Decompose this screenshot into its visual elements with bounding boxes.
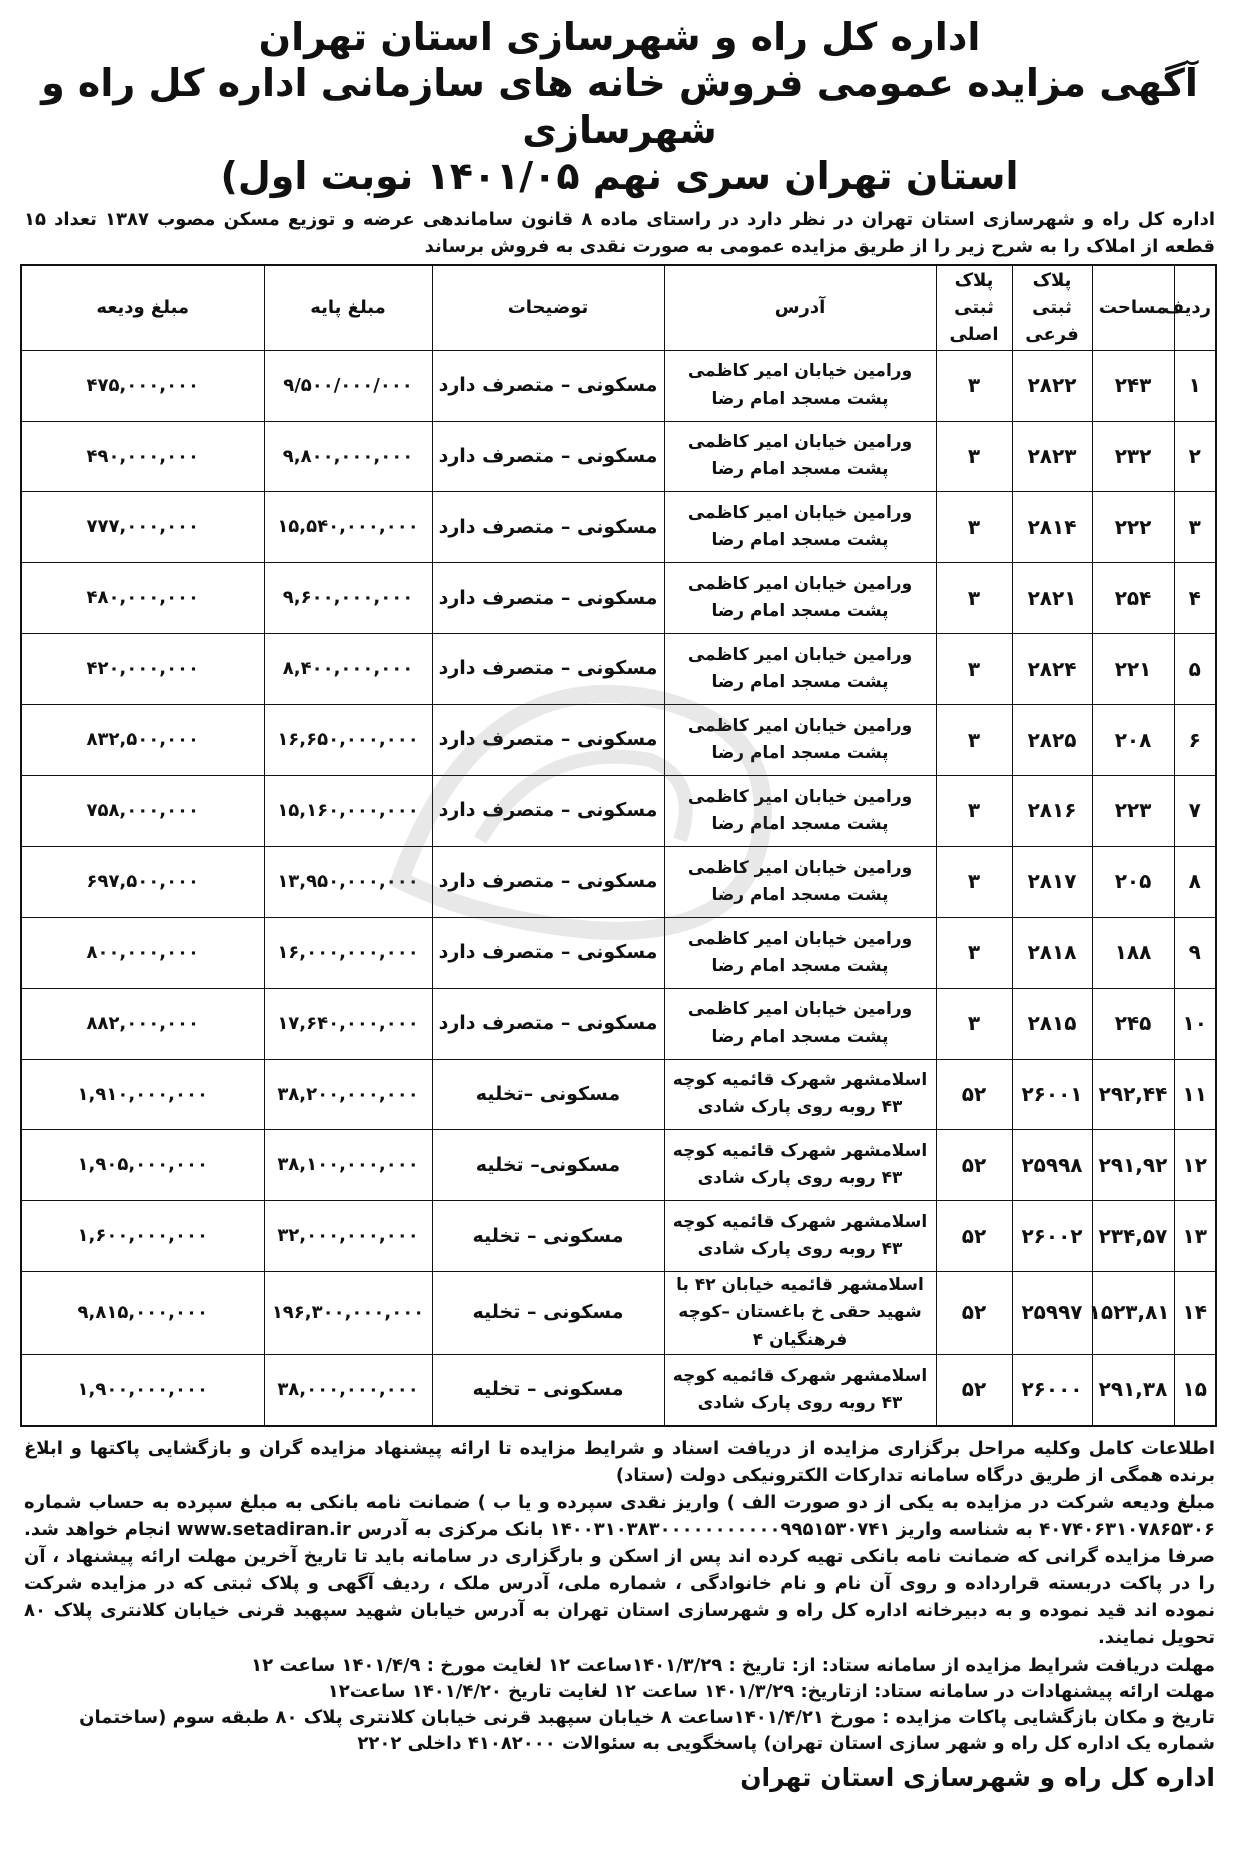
footer-paragraph-2: مبلغ ودیعه شرکت در مزایده به یکی از دو صورت الف ) واریز نقدی سپرده و یا ب ) ضمانت نامه بانکی به مبلغ سپرده به حساب شماره ۴۰۷۴۰۶۳۱۰۷۸۶۵۳۰۶ به شناسه واریز ۱۴۰۰۳۱۰۳۸۳۰۰۰۰۰۰۰۰۰۰۰۹۹۵۱۵۳۰۷۴۱ بانک مرکزی به آدرس www.setadiran.ir انجام خواهد شد. صرفا مزایده گرانی که ضمانت نامه بانکی تهیه کرده اند پس از اسکن و بارگزاری در سامانه باید تا تاریخ آخرین مهلت ارائه پیشنهاد ، آن را در پاکت دربسته قرارداده و روی آن نام و نام خانوادگی ، شماره ملی، آدرس ملک ، ردیف آگهی و پلاک ثبتی که در مزایده شرکت نموده اند قید نموده و به دبیرخانه اداره کل راه و شهرسازی استان تهران به آدرس خیابان شهید سپهبد قرنی خیابان کلانتری پلاک ۸۰ تحویل نمایند. (24, 1491, 1215, 1648)
cell-sub-plate: ۲۸۱۸ (1012, 917, 1092, 988)
cell-row-number: ۷ (1174, 775, 1216, 846)
cell-address: ورامین خیابان امیر کاظمی پشت مسجد امام رضا (664, 846, 936, 917)
cell-description: مسکونی – متصرف دارد (432, 705, 664, 776)
cell-address: ورامین خیابان امیر کاظمی پشت مسجد امام رضا (664, 988, 936, 1059)
cell-deposit: ۱,۹۰۵,۰۰۰,۰۰۰ (21, 1130, 264, 1201)
cell-main-plate: ۵۲ (936, 1130, 1012, 1201)
cell-main-plate: ۳ (936, 917, 1012, 988)
table-row (21, 350, 1216, 421)
cell-area: ۲۲۱ (1092, 634, 1174, 705)
cell-sub-plate: ۲۸۱۴ (1012, 492, 1092, 563)
header-deposit: مبلغ ودیعه (21, 265, 264, 351)
cell-row-number: ۱۴ (1174, 1272, 1216, 1355)
table-row (21, 1354, 1216, 1425)
cell-main-plate: ۳ (936, 705, 1012, 776)
header-title-line1: اداره کل راه و شهرسازی استان تهران (258, 15, 981, 59)
cell-deposit: ۱,۹۱۰,۰۰۰,۰۰۰ (21, 1059, 264, 1130)
cell-row-number: ۳ (1174, 492, 1216, 563)
table-row (21, 917, 1216, 988)
cell-deposit: ۸۰۰,۰۰۰,۰۰۰ (21, 917, 264, 988)
cell-description: مسکونی – تخلیه (432, 1201, 664, 1272)
cell-base-price: ۳۸,۰۰۰,۰۰۰,۰۰۰ (264, 1354, 432, 1425)
table-row (21, 421, 1216, 492)
cell-area: ۲۰۸ (1092, 705, 1174, 776)
cell-base-price: ۱۶,۰۰۰,۰۰۰,۰۰۰ (264, 917, 432, 988)
cell-main-plate: ۵۲ (936, 1272, 1012, 1355)
cell-description: مسکونی – تخلیه (432, 1272, 664, 1355)
table-row (21, 634, 1216, 705)
cell-address: اسلامشهر شهرک قائمیه کوچه ۴۳ روبه روی پارک شادی (664, 1354, 936, 1425)
table-row (21, 563, 1216, 634)
cell-area: ۲۰۵ (1092, 846, 1174, 917)
cell-row-number: ۱۳ (1174, 1201, 1216, 1272)
table-row (21, 1130, 1216, 1201)
footer-paragraph-1: اطلاعات کامل وکلیه مراحل برگزاری مزایده از دریافت اسناد و شرایط مزایده تا ارائه پیشنهاد مزایده گران و بازگشایی پاکتها و ابلاغ برنده همگی از طریق درگاه سامانه تدارکات الکترونیکی دولت (ستاد) (24, 1437, 1215, 1486)
table-header-row (21, 265, 1216, 351)
cell-deposit: ۹,۸۱۵,۰۰۰,۰۰۰ (21, 1272, 264, 1355)
cell-base-price: ۱۳,۹۵۰,۰۰۰,۰۰۰ (264, 846, 432, 917)
cell-sub-plate: ۲۵۹۹۷ (1012, 1272, 1092, 1355)
cell-area: ۲۹۱,۹۲ (1092, 1130, 1174, 1201)
cell-base-price: ۹/۵۰۰/۰۰۰/۰۰۰ (264, 350, 432, 421)
cell-address: ورامین خیابان امیر کاظمی پشت مسجد امام رضا (664, 917, 936, 988)
table-row (21, 1201, 1216, 1272)
cell-area: ۲۲۲ (1092, 492, 1174, 563)
cell-main-plate: ۵۲ (936, 1354, 1012, 1425)
cell-main-plate: ۳ (936, 563, 1012, 634)
cell-base-price: ۱۹۶,۳۰۰,۰۰۰,۰۰۰ (264, 1272, 432, 1355)
cell-sub-plate: ۲۶۰۰۱ (1012, 1059, 1092, 1130)
cell-area: ۲۴۳ (1092, 350, 1174, 421)
table-row (21, 846, 1216, 917)
cell-main-plate: ۳ (936, 988, 1012, 1059)
cell-sub-plate: ۲۸۲۳ (1012, 421, 1092, 492)
cell-deposit: ۴۲۰,۰۰۰,۰۰۰ (21, 634, 264, 705)
cell-description: مسکونی – متصرف دارد (432, 634, 664, 705)
cell-sub-plate: ۲۶۰۰۰ (1012, 1354, 1092, 1425)
cell-deposit: ۸۸۲,۰۰۰,۰۰۰ (21, 988, 264, 1059)
cell-deposit: ۸۳۲,۵۰۰,۰۰۰ (21, 705, 264, 776)
cell-sub-plate: ۲۸۲۱ (1012, 563, 1092, 634)
cell-address: ورامین خیابان امیر کاظمی پشت مسجد امام رضا (664, 563, 936, 634)
cell-base-price: ۸,۴۰۰,۰۰۰,۰۰۰ (264, 634, 432, 705)
cell-description: مسکونی – متصرف دارد (432, 846, 664, 917)
cell-description: مسکونی – متصرف دارد (432, 350, 664, 421)
cell-area: ۲۹۲,۴۴ (1092, 1059, 1174, 1130)
cell-description: مسکونی – متصرف دارد (432, 563, 664, 634)
cell-sub-plate: ۲۸۱۶ (1012, 775, 1092, 846)
cell-address: ورامین خیابان امیر کاظمی پشت مسجد امام رضا (664, 350, 936, 421)
cell-sub-plate: ۲۸۱۵ (1012, 988, 1092, 1059)
cell-base-price: ۳۸,۲۰۰,۰۰۰,۰۰۰ (264, 1059, 432, 1130)
cell-area: ۱۵۲۳,۸۱ (1092, 1272, 1174, 1355)
auction-table (20, 264, 1217, 1427)
cell-main-plate: ۳ (936, 634, 1012, 705)
table-row (21, 492, 1216, 563)
cell-area: ۲۲۳ (1092, 775, 1174, 846)
cell-row-number: ۱ (1174, 350, 1216, 421)
cell-row-number: ۹ (1174, 917, 1216, 988)
cell-sub-plate: ۲۸۲۵ (1012, 705, 1092, 776)
cell-main-plate: ۳ (936, 421, 1012, 492)
cell-description: مسکونی – متصرف دارد (432, 917, 664, 988)
cell-area: ۱۸۸ (1092, 917, 1174, 988)
header-address: آدرس (664, 265, 936, 351)
header-area: مساحت (1092, 265, 1174, 351)
cell-address: اسلامشهر شهرک قائمیه کوچه ۴۳ روبه روی پارک شادی (664, 1130, 936, 1201)
cell-main-plate: ۳ (936, 350, 1012, 421)
cell-sub-plate: ۲۸۱۷ (1012, 846, 1092, 917)
table-row (21, 988, 1216, 1059)
cell-sub-plate: ۲۶۰۰۲ (1012, 1201, 1092, 1272)
table-row (21, 1272, 1216, 1355)
table-row (21, 705, 1216, 776)
deadline-submit-offers: مهلت ارائه پیشنهادات در سامانه ستاد: ازتاریخ: ۱۴۰۱/۳/۲۹ ساعت ۱۲ لغایت تاریخ ۱۴۰۱/۴/۲۰ ساعت۱۲ (327, 1680, 1215, 1702)
cell-base-price: ۱۵,۵۴۰,۰۰۰,۰۰۰ (264, 492, 432, 563)
cell-main-plate: ۳ (936, 492, 1012, 563)
cell-description: مسکونی – متصرف دارد (432, 988, 664, 1059)
cell-address: ورامین خیابان امیر کاظمی پشت مسجد امام رضا (664, 775, 936, 846)
cell-base-price: ۳۸,۱۰۰,۰۰۰,۰۰۰ (264, 1130, 432, 1201)
cell-description: مسکونی – متصرف دارد (432, 775, 664, 846)
cell-description: مسکونی – متصرف دارد (432, 421, 664, 492)
cell-area: ۲۹۱,۳۸ (1092, 1354, 1174, 1425)
cell-description: مسکونی – متصرف دارد (432, 492, 664, 563)
cell-sub-plate: ۲۸۲۴ (1012, 634, 1092, 705)
cell-deposit: ۷۷۷,۰۰۰,۰۰۰ (21, 492, 264, 563)
cell-main-plate: ۵۲ (936, 1201, 1012, 1272)
footer-text (24, 1435, 1215, 1651)
cell-row-number: ۶ (1174, 705, 1216, 776)
cell-deposit: ۱,۶۰۰,۰۰۰,۰۰۰ (21, 1201, 264, 1272)
cell-base-price: ۱۵,۱۶۰,۰۰۰,۰۰۰ (264, 775, 432, 846)
cell-base-price: ۱۶,۶۵۰,۰۰۰,۰۰۰ (264, 705, 432, 776)
deadline-receive-conditions: مهلت دریافت شرایط مزایده از سامانه ستاد: از: تاریخ : ۱۴۰۱/۳/۲۹ساعت ۱۲ لغایت مورخ : ۱۴۰۱/۴/۹ ساعت ۱۲ (251, 1654, 1215, 1676)
cell-deposit: ۴۸۰,۰۰۰,۰۰۰ (21, 563, 264, 634)
table-row (21, 1059, 1216, 1130)
intro-paragraph: اداره کل راه و شهرسازی استان تهران در نظر دارد در راستای ماده ۸ قانون ساماندهی عرضه و توزیع مسکن مصوب ۱۳۸۷ تعداد ۱۵ قطعه از املاک را به شرح زیر را از طریق مزایده عمومی به صورت نقدی به فروش برساند (24, 209, 1215, 257)
cell-base-price: ۹,۸۰۰,۰۰۰,۰۰۰ (264, 421, 432, 492)
header-row-number: ردیف (1174, 265, 1216, 351)
header-sub-plate: پلاک ثبتی فرعی (1012, 265, 1092, 351)
cell-area: ۲۳۴,۵۷ (1092, 1201, 1174, 1272)
header-title-line2: آگهی مزایده عمومی فروش خانه های سازمانی اداره کل راه و شهرسازی (41, 61, 1198, 152)
cell-main-plate: ۵۲ (936, 1059, 1012, 1130)
cell-row-number: ۱۵ (1174, 1354, 1216, 1425)
cell-base-price: ۳۲,۰۰۰,۰۰۰,۰۰۰ (264, 1201, 432, 1272)
cell-row-number: ۵ (1174, 634, 1216, 705)
cell-address: اسلامشهر شهرک قائمیه کوچه ۴۳ روبه روی پارک شادی (664, 1059, 936, 1130)
cell-main-plate: ۳ (936, 846, 1012, 917)
cell-address: اسلامشهر شهرک قائمیه کوچه ۴۳ روبه روی پارک شادی (664, 1201, 936, 1272)
cell-description: مسکونی– تخلیه (432, 1130, 664, 1201)
cell-base-price: ۹,۶۰۰,۰۰۰,۰۰۰ (264, 563, 432, 634)
cell-row-number: ۲ (1174, 421, 1216, 492)
cell-area: ۲۴۵ (1092, 988, 1174, 1059)
header-title-line3: استان تهران سری نهم ۱۴۰۱/۰۵ نوبت اول) (220, 154, 1019, 199)
cell-address: ورامین خیابان امیر کاظمی پشت مسجد امام رضا (664, 492, 936, 563)
cell-area: ۲۳۲ (1092, 421, 1174, 492)
cell-row-number: ۱۱ (1174, 1059, 1216, 1130)
cell-address: ورامین خیابان امیر کاظمی پشت مسجد امام رضا (664, 421, 936, 492)
cell-row-number: ۱۲ (1174, 1130, 1216, 1201)
cell-description: مسکونی – تخلیه (432, 1354, 664, 1425)
cell-area: ۲۵۴ (1092, 563, 1174, 634)
header-base-price: مبلغ پایه (264, 265, 432, 351)
deadlines (24, 1653, 1215, 1757)
cell-description: مسکونی –تخلیه (432, 1059, 664, 1130)
cell-sub-plate: ۲۵۹۹۸ (1012, 1130, 1092, 1201)
table-row (21, 775, 1216, 846)
cell-deposit: ۷۵۸,۰۰۰,۰۰۰ (21, 775, 264, 846)
opening-date-location: تاریخ و مکان بازگشایی پاکات مزایده : مورخ ۱۴۰۱/۴/۲۱ساعت ۸ خیابان سپهبد قرنی خیابان کلانتری پلاک ۸۰ طبقه سوم (ساختمان شماره یک اداره کل راه و شهر سازی استان تهران) پاسخگویی به سئوالات ۴۱۰۸۲۰۰۰ داخلی ۲۲۰۲ (79, 1706, 1215, 1754)
cell-row-number: ۴ (1174, 563, 1216, 634)
signature: اداره کل راه و شهرسازی استان تهران (740, 1763, 1215, 1793)
cell-deposit: ۱,۹۰۰,۰۰۰,۰۰۰ (21, 1354, 264, 1425)
cell-base-price: ۱۷,۶۴۰,۰۰۰,۰۰۰ (264, 988, 432, 1059)
cell-row-number: ۸ (1174, 846, 1216, 917)
cell-deposit: ۴۷۵,۰۰۰,۰۰۰ (21, 350, 264, 421)
cell-deposit: ۴۹۰,۰۰۰,۰۰۰ (21, 421, 264, 492)
header-description: توضیحات (432, 265, 664, 351)
cell-address: اسلامشهر قائمیه خیابان ۴۲ با شهید حقی خ باغستان –کوچه فرهنگیان ۴ (664, 1272, 936, 1355)
cell-address: ورامین خیابان امیر کاظمی پشت مسجد امام رضا (664, 634, 936, 705)
cell-sub-plate: ۲۸۲۲ (1012, 350, 1092, 421)
cell-deposit: ۶۹۷,۵۰۰,۰۰۰ (21, 846, 264, 917)
cell-row-number: ۱۰ (1174, 988, 1216, 1059)
cell-main-plate: ۳ (936, 775, 1012, 846)
cell-address: ورامین خیابان امیر کاظمی پشت مسجد امام رضا (664, 705, 936, 776)
header-main-plate: پلاک ثبتی اصلی (936, 265, 1012, 351)
